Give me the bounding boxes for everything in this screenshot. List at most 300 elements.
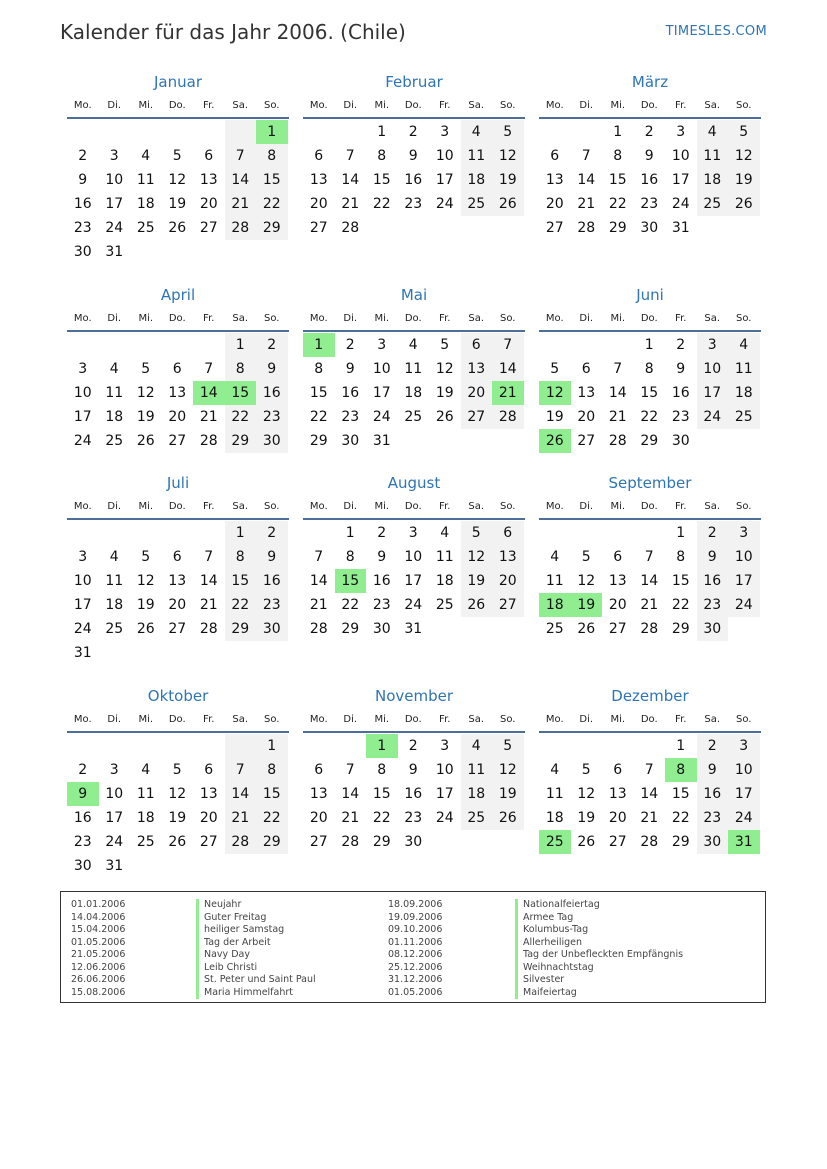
day-cell[interactable]: 1 [303, 333, 335, 357]
day-cell[interactable]: 24 [728, 593, 760, 617]
day-cell[interactable]: 5 [461, 521, 493, 545]
day-cell[interactable]: 7 [225, 758, 257, 782]
day-cell[interactable]: 10 [435, 148, 454, 164]
day-cell[interactable]: 13 [461, 357, 493, 381]
day-cell[interactable]: 20 [168, 409, 187, 425]
day-cell[interactable]: 8 [345, 549, 355, 565]
day-cell[interactable]: 29 [640, 433, 659, 449]
day-cell[interactable]: 25 [461, 806, 493, 830]
day-cell[interactable]: 15 [671, 573, 690, 589]
day-cell[interactable]: 9 [256, 357, 288, 381]
day-cell[interactable]: 23 [404, 196, 423, 212]
day-cell[interactable]: 12 [539, 381, 571, 405]
day-cell[interactable]: 6 [172, 549, 182, 565]
day-cell[interactable]: 26 [461, 593, 493, 617]
day-cell[interactable]: 26 [577, 834, 596, 850]
day-cell[interactable]: 16 [256, 381, 288, 405]
day-cell[interactable]: 29 [256, 216, 288, 240]
day-cell[interactable]: 16 [341, 385, 360, 401]
day-cell[interactable]: 31 [105, 244, 124, 260]
day-cell[interactable]: 15 [671, 786, 690, 802]
day-cell[interactable]: 10 [372, 361, 391, 377]
day-cell[interactable]: 16 [404, 786, 423, 802]
day-cell[interactable]: 23 [697, 806, 729, 830]
day-cell[interactable]: 28 [341, 834, 360, 850]
day-cell[interactable]: 14 [341, 172, 360, 188]
day-cell[interactable]: 27 [199, 834, 218, 850]
day-cell[interactable]: 25 [105, 621, 124, 637]
day-cell[interactable]: 22 [671, 597, 690, 613]
day-cell[interactable]: 18 [461, 168, 493, 192]
day-cell[interactable]: 3 [676, 124, 686, 140]
day-cell[interactable]: 14 [199, 573, 218, 589]
day-cell[interactable]: 22 [256, 192, 288, 216]
day-cell[interactable]: 18 [435, 573, 454, 589]
day-cell[interactable]: 13 [168, 385, 187, 401]
day-cell[interactable]: 18 [728, 381, 760, 405]
day-cell[interactable]: 21 [199, 597, 218, 613]
day-cell[interactable]: 6 [550, 148, 560, 164]
day-cell[interactable]: 31 [372, 433, 391, 449]
day-cell[interactable]: 12 [435, 361, 454, 377]
day-cell[interactable]: 29 [372, 834, 391, 850]
day-cell[interactable]: 11 [461, 758, 493, 782]
day-cell[interactable]: 13 [608, 573, 627, 589]
day-cell[interactable]: 27 [309, 220, 328, 236]
day-cell[interactable]: 22 [309, 409, 328, 425]
day-cell[interactable]: 17 [435, 172, 454, 188]
day-cell[interactable]: 26 [136, 433, 155, 449]
day-cell[interactable]: 24 [728, 806, 760, 830]
day-cell[interactable]: 5 [492, 734, 524, 758]
day-cell[interactable]: 14 [193, 381, 225, 405]
day-cell[interactable]: 2 [408, 124, 418, 140]
day-cell[interactable]: 8 [676, 549, 686, 565]
day-cell[interactable]: 17 [73, 409, 92, 425]
day-cell[interactable]: 1 [676, 525, 686, 541]
day-cell[interactable]: 24 [671, 196, 690, 212]
day-cell[interactable]: 21 [341, 810, 360, 826]
day-cell[interactable]: 23 [640, 196, 659, 212]
day-cell[interactable]: 15 [335, 569, 367, 593]
day-cell[interactable]: 25 [728, 405, 760, 429]
day-cell[interactable]: 22 [671, 810, 690, 826]
day-cell[interactable]: 16 [697, 569, 729, 593]
day-cell[interactable]: 12 [728, 144, 760, 168]
day-cell[interactable]: 2 [377, 525, 387, 541]
day-cell[interactable]: 24 [372, 409, 391, 425]
day-cell[interactable]: 21 [640, 597, 659, 613]
day-cell[interactable]: 1 [345, 525, 355, 541]
day-cell[interactable]: 28 [640, 621, 659, 637]
day-cell[interactable]: 21 [492, 381, 524, 405]
day-cell[interactable]: 27 [168, 621, 187, 637]
day-cell[interactable]: 30 [73, 244, 92, 260]
day-cell[interactable]: 8 [314, 361, 324, 377]
day-cell[interactable]: 1 [644, 337, 654, 353]
day-cell[interactable]: 28 [199, 621, 218, 637]
day-cell[interactable]: 20 [309, 196, 328, 212]
day-cell[interactable]: 30 [640, 220, 659, 236]
day-cell[interactable]: 6 [613, 549, 623, 565]
day-cell[interactable]: 17 [105, 196, 124, 212]
day-cell[interactable]: 4 [461, 120, 493, 144]
day-cell[interactable]: 31 [105, 858, 124, 874]
day-cell[interactable]: 4 [109, 361, 119, 377]
day-cell[interactable]: 10 [73, 385, 92, 401]
day-cell[interactable]: 25 [136, 220, 155, 236]
day-cell[interactable]: 6 [314, 762, 324, 778]
day-cell[interactable]: 2 [256, 333, 288, 357]
day-cell[interactable]: 17 [73, 597, 92, 613]
day-cell[interactable]: 9 [377, 549, 387, 565]
day-cell[interactable]: 18 [545, 810, 564, 826]
day-cell[interactable]: 25 [105, 433, 124, 449]
day-cell[interactable]: 13 [577, 385, 596, 401]
day-cell[interactable]: 3 [440, 124, 450, 140]
day-cell[interactable]: 6 [204, 762, 214, 778]
day-cell[interactable]: 18 [136, 196, 155, 212]
day-cell[interactable]: 23 [404, 810, 423, 826]
day-cell[interactable]: 17 [728, 782, 760, 806]
day-cell[interactable]: 5 [728, 120, 760, 144]
day-cell[interactable]: 1 [366, 734, 398, 758]
day-cell[interactable]: 2 [697, 734, 729, 758]
day-cell[interactable]: 20 [461, 381, 493, 405]
day-cell[interactable]: 26 [168, 220, 187, 236]
day-cell[interactable]: 27 [577, 433, 596, 449]
day-cell[interactable]: 19 [492, 782, 524, 806]
day-cell[interactable]: 7 [644, 762, 654, 778]
day-cell[interactable]: 4 [141, 762, 151, 778]
day-cell[interactable]: 19 [461, 569, 493, 593]
day-cell[interactable]: 25 [404, 409, 423, 425]
day-cell[interactable]: 24 [435, 810, 454, 826]
day-cell[interactable]: 26 [492, 806, 524, 830]
day-cell[interactable]: 23 [697, 593, 729, 617]
day-cell[interactable]: 27 [309, 834, 328, 850]
day-cell[interactable]: 16 [671, 385, 690, 401]
day-cell[interactable]: 15 [640, 385, 659, 401]
day-cell[interactable]: 22 [225, 593, 257, 617]
day-cell[interactable]: 30 [671, 433, 690, 449]
day-cell[interactable]: 7 [644, 549, 654, 565]
day-cell[interactable]: 23 [372, 597, 391, 613]
day-cell[interactable]: 9 [78, 172, 88, 188]
day-cell[interactable]: 23 [256, 593, 288, 617]
day-cell[interactable]: 13 [309, 172, 328, 188]
day-cell[interactable]: 27 [608, 621, 627, 637]
day-cell[interactable]: 20 [199, 196, 218, 212]
day-cell[interactable]: 12 [136, 385, 155, 401]
day-cell[interactable]: 9 [408, 148, 418, 164]
day-cell[interactable]: 29 [309, 433, 328, 449]
day-cell[interactable]: 16 [697, 782, 729, 806]
day-cell[interactable]: 30 [256, 429, 288, 453]
day-cell[interactable]: 2 [644, 124, 654, 140]
day-cell[interactable]: 20 [492, 569, 524, 593]
day-cell[interactable]: 9 [676, 361, 686, 377]
day-cell[interactable]: 28 [640, 834, 659, 850]
day-cell[interactable]: 21 [640, 810, 659, 826]
day-cell[interactable]: 1 [613, 124, 623, 140]
day-cell[interactable]: 24 [435, 196, 454, 212]
day-cell[interactable]: 28 [341, 220, 360, 236]
day-cell[interactable]: 7 [345, 148, 355, 164]
day-cell[interactable]: 24 [404, 597, 423, 613]
day-cell[interactable]: 11 [697, 144, 729, 168]
day-cell[interactable]: 1 [225, 521, 257, 545]
day-cell[interactable]: 18 [461, 782, 493, 806]
day-cell[interactable]: 5 [440, 337, 450, 353]
day-cell[interactable]: 16 [73, 810, 92, 826]
day-cell[interactable]: 10 [697, 357, 729, 381]
day-cell[interactable]: 1 [256, 120, 288, 144]
day-cell[interactable]: 25 [136, 834, 155, 850]
day-cell[interactable]: 13 [545, 172, 564, 188]
day-cell[interactable]: 23 [73, 834, 92, 850]
day-cell[interactable]: 11 [404, 361, 423, 377]
day-cell[interactable]: 12 [168, 172, 187, 188]
day-cell[interactable]: 1 [676, 738, 686, 754]
day-cell[interactable]: 27 [608, 834, 627, 850]
day-cell[interactable]: 19 [577, 810, 596, 826]
day-cell[interactable]: 5 [172, 762, 182, 778]
day-cell[interactable]: 29 [671, 621, 690, 637]
day-cell[interactable]: 2 [78, 148, 88, 164]
day-cell[interactable]: 7 [345, 762, 355, 778]
day-cell[interactable]: 7 [613, 361, 623, 377]
day-cell[interactable]: 16 [372, 573, 391, 589]
day-cell[interactable]: 12 [577, 786, 596, 802]
day-cell[interactable]: 30 [341, 433, 360, 449]
day-cell[interactable]: 10 [728, 758, 760, 782]
day-cell[interactable]: 3 [109, 762, 119, 778]
day-cell[interactable]: 29 [671, 834, 690, 850]
day-cell[interactable]: 28 [492, 405, 524, 429]
day-cell[interactable]: 4 [141, 148, 151, 164]
day-cell[interactable]: 22 [256, 806, 288, 830]
day-cell[interactable]: 17 [671, 172, 690, 188]
day-cell[interactable]: 9 [697, 758, 729, 782]
day-cell[interactable]: 8 [225, 357, 257, 381]
day-cell[interactable]: 5 [141, 361, 151, 377]
day-cell[interactable]: 15 [225, 569, 257, 593]
day-cell[interactable]: 15 [256, 782, 288, 806]
day-cell[interactable]: 4 [550, 762, 560, 778]
day-cell[interactable]: 13 [309, 786, 328, 802]
day-cell[interactable]: 3 [377, 337, 387, 353]
day-cell[interactable]: 8 [377, 148, 387, 164]
day-cell[interactable]: 30 [404, 834, 423, 850]
day-cell[interactable]: 24 [73, 433, 92, 449]
day-cell[interactable]: 27 [545, 220, 564, 236]
day-cell[interactable]: 10 [404, 549, 423, 565]
day-cell[interactable]: 20 [577, 409, 596, 425]
day-cell[interactable]: 11 [105, 573, 124, 589]
day-cell[interactable]: 11 [545, 573, 564, 589]
day-cell[interactable]: 12 [136, 573, 155, 589]
day-cell[interactable]: 21 [199, 409, 218, 425]
day-cell[interactable]: 18 [539, 593, 571, 617]
day-cell[interactable]: 6 [204, 148, 214, 164]
day-cell[interactable]: 18 [404, 385, 423, 401]
day-cell[interactable]: 15 [309, 385, 328, 401]
day-cell[interactable]: 27 [461, 405, 493, 429]
day-cell[interactable]: 15 [372, 786, 391, 802]
day-cell[interactable]: 19 [168, 196, 187, 212]
day-cell[interactable]: 17 [435, 786, 454, 802]
day-cell[interactable]: 19 [136, 409, 155, 425]
day-cell[interactable]: 31 [671, 220, 690, 236]
day-cell[interactable]: 27 [168, 433, 187, 449]
day-cell[interactable]: 20 [608, 810, 627, 826]
day-cell[interactable]: 7 [581, 148, 591, 164]
day-cell[interactable]: 12 [168, 786, 187, 802]
day-cell[interactable]: 3 [728, 734, 760, 758]
day-cell[interactable]: 28 [608, 433, 627, 449]
day-cell[interactable]: 26 [136, 621, 155, 637]
day-cell[interactable]: 29 [341, 621, 360, 637]
day-cell[interactable]: 22 [372, 810, 391, 826]
day-cell[interactable]: 21 [608, 409, 627, 425]
day-cell[interactable]: 10 [728, 545, 760, 569]
day-cell[interactable]: 19 [545, 409, 564, 425]
day-cell[interactable]: 21 [341, 196, 360, 212]
day-cell[interactable]: 2 [676, 337, 686, 353]
day-cell[interactable]: 20 [199, 810, 218, 826]
day-cell[interactable]: 11 [435, 549, 454, 565]
day-cell[interactable]: 6 [314, 148, 324, 164]
day-cell[interactable]: 30 [372, 621, 391, 637]
day-cell[interactable]: 7 [492, 333, 524, 357]
day-cell[interactable]: 14 [640, 786, 659, 802]
day-cell[interactable]: 8 [377, 762, 387, 778]
day-cell[interactable]: 19 [492, 168, 524, 192]
day-cell[interactable]: 12 [492, 758, 524, 782]
day-cell[interactable]: 14 [225, 168, 257, 192]
day-cell[interactable]: 29 [608, 220, 627, 236]
day-cell[interactable]: 26 [435, 409, 454, 425]
day-cell[interactable]: 30 [697, 830, 729, 854]
day-cell[interactable]: 6 [613, 762, 623, 778]
day-cell[interactable]: 9 [67, 782, 99, 806]
day-cell[interactable]: 25 [697, 192, 729, 216]
day-cell[interactable]: 5 [492, 120, 524, 144]
day-cell[interactable]: 16 [73, 196, 92, 212]
day-cell[interactable]: 18 [105, 597, 124, 613]
day-cell[interactable]: 3 [440, 738, 450, 754]
day-cell[interactable]: 13 [199, 172, 218, 188]
day-cell[interactable]: 26 [577, 621, 596, 637]
day-cell[interactable]: 19 [728, 168, 760, 192]
day-cell[interactable]: 28 [225, 216, 257, 240]
day-cell[interactable]: 24 [697, 405, 729, 429]
day-cell[interactable]: 14 [577, 172, 596, 188]
day-cell[interactable]: 25 [539, 830, 571, 854]
day-cell[interactable]: 4 [728, 333, 760, 357]
day-cell[interactable]: 10 [105, 786, 124, 802]
day-cell[interactable]: 1 [225, 333, 257, 357]
day-cell[interactable]: 21 [309, 597, 328, 613]
day-cell[interactable]: 4 [109, 549, 119, 565]
day-cell[interactable]: 18 [697, 168, 729, 192]
day-cell[interactable]: 29 [256, 830, 288, 854]
day-cell[interactable]: 24 [105, 834, 124, 850]
day-cell[interactable]: 14 [640, 573, 659, 589]
day-cell[interactable]: 22 [225, 405, 257, 429]
day-cell[interactable]: 11 [105, 385, 124, 401]
day-cell[interactable]: 5 [172, 148, 182, 164]
day-cell[interactable]: 26 [728, 192, 760, 216]
day-cell[interactable]: 27 [492, 593, 524, 617]
day-cell[interactable]: 5 [581, 762, 591, 778]
day-cell[interactable]: 23 [341, 409, 360, 425]
day-cell[interactable]: 11 [136, 172, 155, 188]
day-cell[interactable]: 3 [109, 148, 119, 164]
day-cell[interactable]: 17 [404, 573, 423, 589]
day-cell[interactable]: 22 [608, 196, 627, 212]
day-cell[interactable]: 29 [225, 429, 257, 453]
day-cell[interactable]: 9 [345, 361, 355, 377]
day-cell[interactable]: 30 [697, 617, 729, 641]
day-cell[interactable]: 12 [492, 144, 524, 168]
day-cell[interactable]: 13 [608, 786, 627, 802]
day-cell[interactable]: 15 [372, 172, 391, 188]
day-cell[interactable]: 20 [608, 597, 627, 613]
day-cell[interactable]: 8 [665, 758, 697, 782]
day-cell[interactable]: 4 [408, 337, 418, 353]
day-cell[interactable]: 5 [141, 549, 151, 565]
day-cell[interactable]: 16 [256, 569, 288, 593]
day-cell[interactable]: 20 [168, 597, 187, 613]
day-cell[interactable]: 11 [728, 357, 760, 381]
day-cell[interactable]: 2 [697, 521, 729, 545]
day-cell[interactable]: 24 [73, 621, 92, 637]
day-cell[interactable]: 6 [581, 361, 591, 377]
brand-link[interactable]: TIMESLES.COM [665, 24, 767, 39]
day-cell[interactable]: 18 [105, 409, 124, 425]
day-cell[interactable]: 14 [309, 573, 328, 589]
day-cell[interactable]: 28 [309, 621, 328, 637]
day-cell[interactable]: 9 [644, 148, 654, 164]
day-cell[interactable]: 23 [256, 405, 288, 429]
day-cell[interactable]: 7 [204, 549, 214, 565]
day-cell[interactable]: 7 [314, 549, 324, 565]
day-cell[interactable]: 25 [435, 597, 454, 613]
day-cell[interactable]: 24 [105, 220, 124, 236]
day-cell[interactable]: 17 [372, 385, 391, 401]
day-cell[interactable]: 6 [492, 521, 524, 545]
day-cell[interactable]: 28 [199, 433, 218, 449]
day-cell[interactable]: 11 [136, 786, 155, 802]
day-cell[interactable]: 8 [256, 144, 288, 168]
day-cell[interactable]: 3 [697, 333, 729, 357]
day-cell[interactable]: 19 [168, 810, 187, 826]
day-cell[interactable]: 8 [256, 758, 288, 782]
day-cell[interactable]: 23 [73, 220, 92, 236]
day-cell[interactable]: 4 [440, 525, 450, 541]
day-cell[interactable]: 25 [461, 192, 493, 216]
day-cell[interactable]: 11 [545, 786, 564, 802]
day-cell[interactable]: 9 [408, 762, 418, 778]
day-cell[interactable]: 3 [78, 361, 88, 377]
day-cell[interactable]: 13 [168, 573, 187, 589]
day-cell[interactable]: 6 [461, 333, 493, 357]
day-cell[interactable]: 1 [377, 124, 387, 140]
day-cell[interactable]: 9 [256, 545, 288, 569]
day-cell[interactable]: 20 [545, 196, 564, 212]
